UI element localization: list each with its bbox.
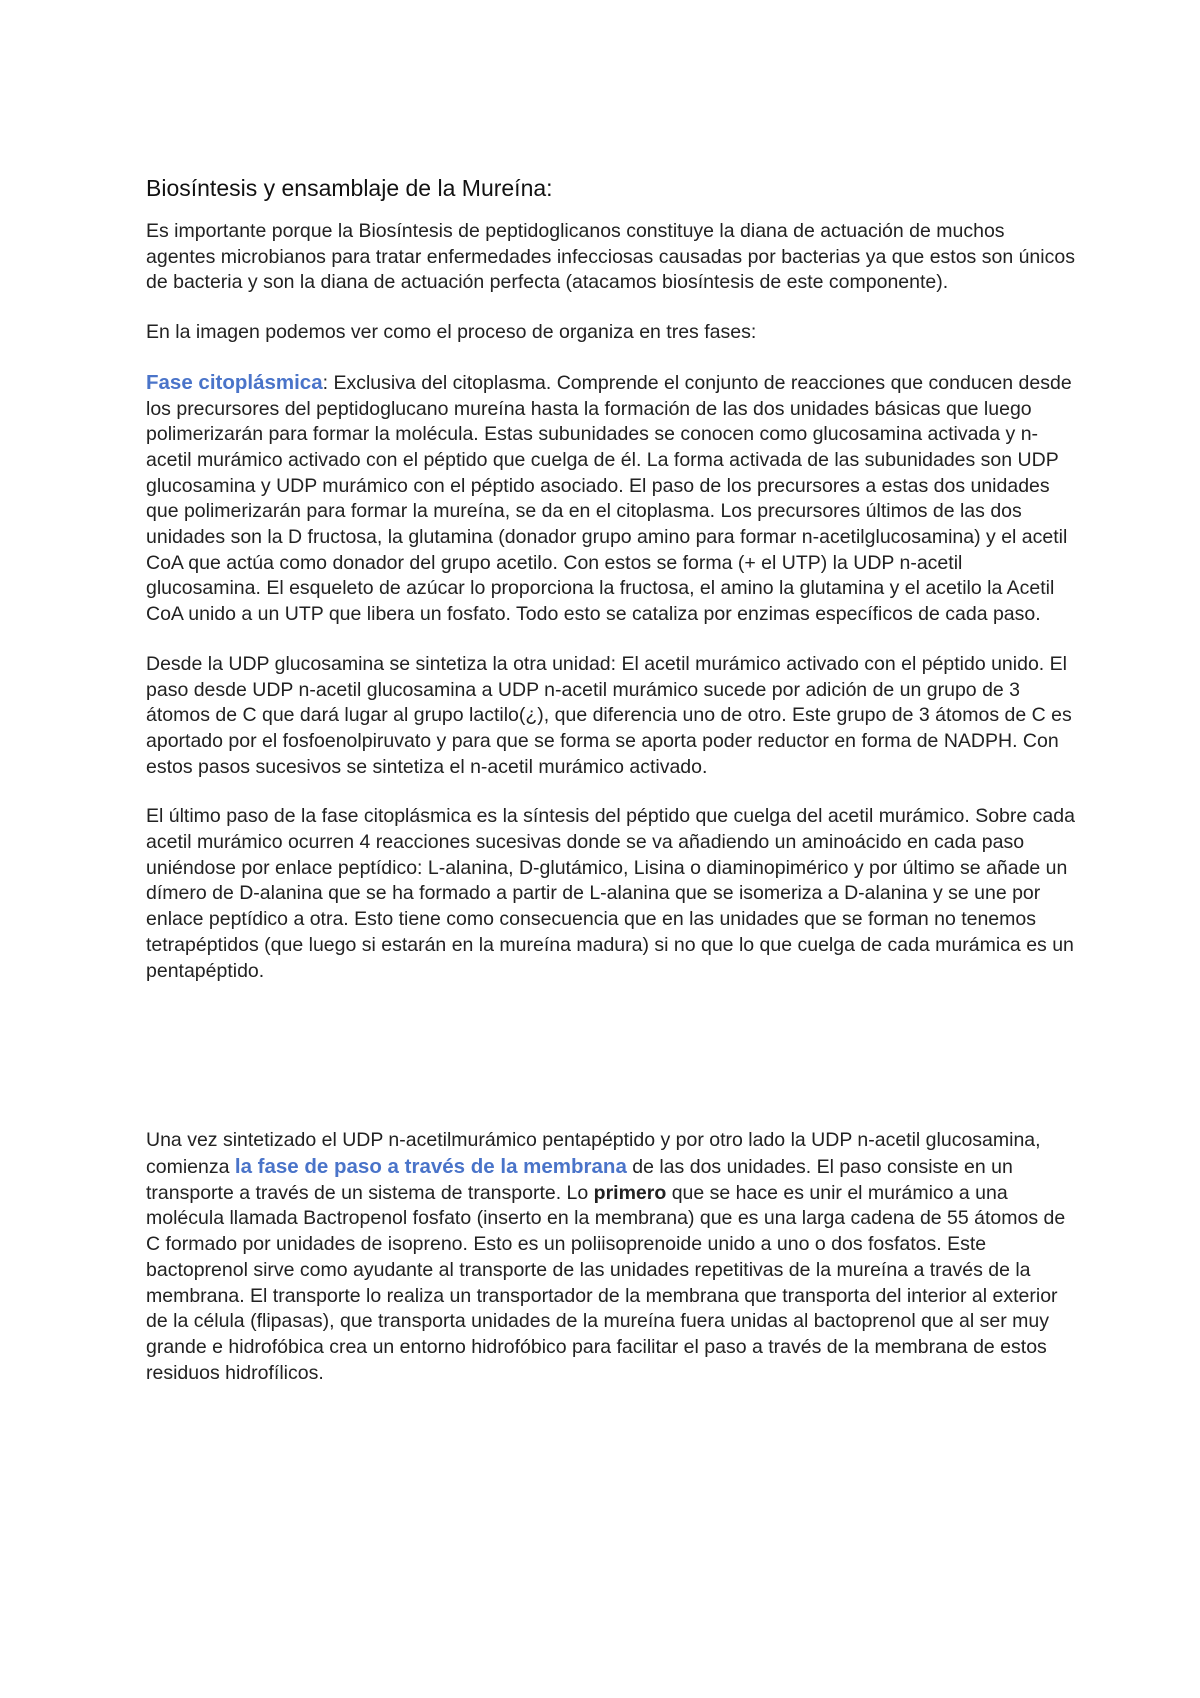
- paragraph-cytoplasmic-phase: [146, 370, 1076, 628]
- paragraph-udp-glucosamine: Desde la UDP glucosamina se sintetiza la otra unidad: El acetil murámico activado con el péptido unido. El paso desde UDP n-acetil glucosamina a UDP n-acetil murámico sucede por adición de un grupo de 3 átomos de C que dará lugar al grupo lactilo(¿), que diferencia uno de otro. Este grupo de 3 átomos de C es aportado por el fosfoenolpiruvato y para que se forma se aporta poder reductor en forma de NADPH. Con estos pasos sucesivos se sintetiza el n-acetil murámico activado.: [146, 652, 1072, 778]
- paragraph-membrane-phase: [146, 1128, 1076, 1386]
- document-title: Biosíntesis y ensamblaje de la Mureína:: [146, 175, 553, 201]
- membrane-phase-text-b: de las dos unidades. El paso consiste en un transporte a través de un sistema de transporte. Lo: [146, 1155, 1013, 1204]
- cytoplasmic-phase-heading: Fase citoplásmica: [146, 370, 323, 394]
- document-content: [146, 171, 1076, 1410]
- paragraph-phases: En la imagen podemos ver como el proceso de organiza en tres fases:: [146, 321, 757, 344]
- paragraph-intro: Es importante porque la Biosíntesis de peptidoglicanos constituye la diana de actuación de muchos agentes microbianos para tratar enfermedades infecciosas causadas por bacterias ya que estos son únicos de bacteria y son la diana de actuación perfecta (atacamos biosíntesis de este componente).: [146, 220, 1075, 294]
- membrane-phase-heading: la fase de paso a través de la membrana: [234, 1154, 627, 1178]
- membrane-phase-text-c: que se hace es unir el murámico a una molécula llamada Bactropenol fosfato (inserto en la membrana) que es una larga cadena de 55 átomos de C formado por unidades de isopreno. Esto es un poliisoprenoide unido a uno o dos fosfatos. Este bactoprenol sirve como ayudante al transporte de las unidades repetitivas de la mureína a través de la membrana. El transporte lo realiza un transportador de la membrana que transporta del interior al exterior de la célula (flipasas), que transporta unidades de la mureína fuera unidas al bactoprenol que al ser muy grande e hidrofóbica crea un entorno hidrofóbico para facilitar el paso a través de la membrana de estos residuos hidrofílicos.: [146, 1181, 1066, 1384]
- paragraph-peptide-synthesis: El último paso de la fase citoplásmica es la síntesis del péptido que cuelga del acetil murámico. Sobre cada acetil murámico ocurren 4 reacciones sucesivas donde se va añadiendo un aminoácido en cada paso uniéndose por enlace peptídico: L-alanina, D-glutámico, Lisina o diaminopimérico y por último se añade un dímero de D-alanina que se ha formado a partir de L-alanina que se isomeriza a D-alanina y se une por enlace peptídico a otra. Esto tiene como consecuencia que en las unidades que se forman no tenemos tetrapéptidos (que luego si estarán en la mureína madura) si no que lo que cuelga de cada murámica es un pentapéptido.: [146, 805, 1075, 982]
- membrane-phase-bold: primero: [593, 1181, 667, 1204]
- blank-space: [146, 1008, 1076, 1128]
- cytoplasmic-phase-text: : Exclusiva del citoplasma. Comprende el conjunto de reacciones que conducen desde los precursores del peptidoglucano mureína hasta la formación de las dos unidades básicas que luego polimerizarán para formar la molécula. Estas subunidades se conocen como glucosamina activada y n-acetil murámico activado con el péptido que cuelga de él. La forma activada de las subunidades son UDP glucosamina y UDP murámico con el péptido asociado. El paso de los precursores a estas dos unidades que polimerizarán para formar la mureína, se da en el citoplasma. Los precursores últimos de las dos unidades son la D fructosa, la glutamina (donador grupo amino para formar n-acetilglucosamina) y el acetil CoA que actúa como donador del grupo acetilo. Con estos se forma (+ el UTP) la UDP n-acetil glucosamina. El esqueleto de azúcar lo proporciona la fructosa, el amino la glutamina y el acetilo la Acetil CoA unido a un UTP que libera un fosfato. Todo esto se cataliza por enzimas específicos de cada paso.: [146, 371, 1072, 626]
- membrane-phase-text-a: Una vez sintetizado el UDP n-acetilmurámico pentapéptido y por otro lado la UDP n-acetil glucosamina, comienza: [146, 1129, 1041, 1178]
